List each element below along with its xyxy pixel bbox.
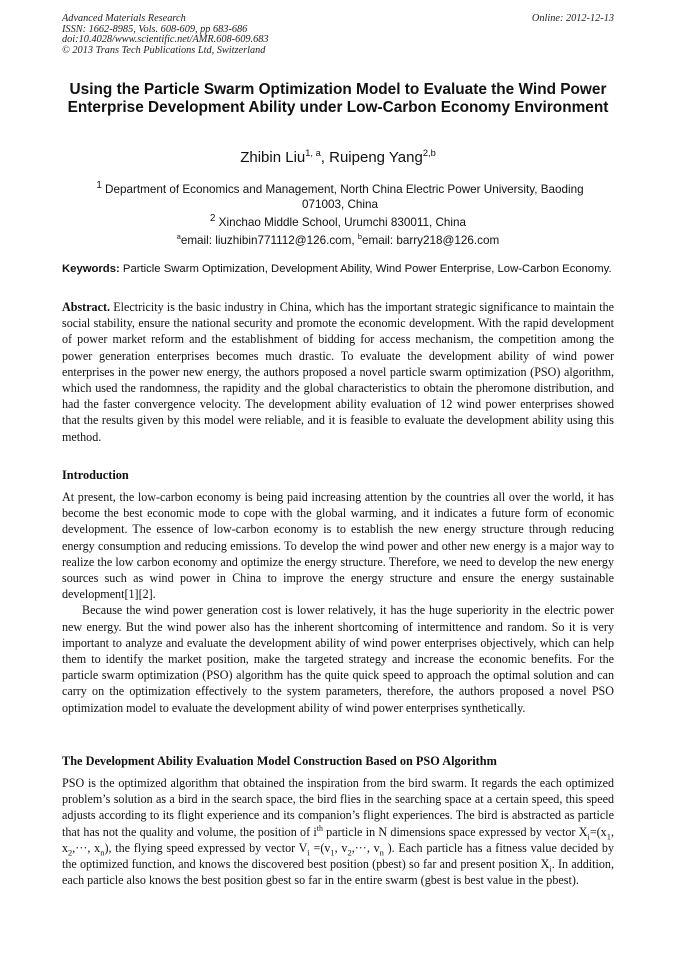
affiliation-1-mark: 1 bbox=[96, 180, 102, 191]
pso-th-sup: th bbox=[316, 823, 323, 833]
affiliation-2 bbox=[62, 211, 614, 230]
abstract bbox=[62, 299, 614, 445]
doi-line: doi:10.4028/www.scientific.net/AMR.608-609.683 bbox=[62, 34, 269, 46]
journal-header bbox=[62, 14, 614, 56]
eq-x-n: ,···, x bbox=[72, 840, 101, 855]
author-2: Ruipeng Yang bbox=[329, 149, 423, 166]
introduction-heading: Introduction bbox=[62, 468, 129, 482]
issn-line: ISSN: 1662-8985, Vols. 608-609, pp 683-686 bbox=[62, 23, 248, 35]
email-b-mark: b bbox=[357, 232, 362, 242]
email-a-mark: a bbox=[176, 232, 181, 242]
sub-v1: 1 bbox=[330, 847, 335, 858]
affiliation-1-text: Department of Economics and Management, North China Electric Power University, Baoding 071003, China bbox=[101, 182, 584, 212]
eq-x-2: , x bbox=[62, 824, 614, 855]
affiliation-2-mark: 2 bbox=[210, 213, 216, 224]
sub-v2: 2 bbox=[347, 847, 352, 858]
pso-text-3: ), the flying speed expressed by vector V bbox=[104, 840, 308, 855]
email-line bbox=[62, 233, 614, 249]
paper-title: Using the Particle Swarm Optimization Model to Evaluate the Wind Power Enterprise Development Ability under Low-Carbon Economy Environment bbox=[67, 81, 609, 117]
eq-v-open: =(v bbox=[309, 840, 331, 855]
keywords-text: Particle Swarm Optimization, Development Ability, Wind Power Enterprise, Low-Carbon Economy. bbox=[119, 263, 612, 275]
author-1-affil: 1, a bbox=[305, 148, 321, 158]
eq-v-2: , v bbox=[334, 840, 348, 855]
keywords bbox=[62, 262, 614, 277]
sub-i: i bbox=[587, 831, 590, 842]
sub-1: 1 bbox=[606, 831, 611, 842]
introduction-body bbox=[62, 489, 614, 716]
eq-v-n: ,···, v bbox=[351, 840, 380, 855]
sub-vn: n bbox=[379, 847, 384, 858]
copyright-line: © 2013 Trans Tech Publications Ltd, Switzerland bbox=[62, 44, 266, 56]
sub-n: n bbox=[100, 847, 105, 858]
sub-2: 2 bbox=[68, 847, 73, 858]
pso-text-4: ). Each particle has a fitness value decided by the optimized function, and knows the discovered best position (pbest) so far and present position X bbox=[62, 840, 615, 872]
author-1: Zhibin Liu bbox=[240, 149, 306, 166]
sub-xi: i bbox=[549, 863, 552, 874]
keywords-label: Keywords: bbox=[62, 263, 120, 275]
author-2-affil: 2,b bbox=[422, 148, 436, 158]
email-b: email: barry218@126.com bbox=[361, 234, 500, 247]
intro-paragraph-2: Because the wind power generation cost is lower relatively, it has the huge superiority in the electric power new energy. But the wind power also has the inherent shortcoming of intermittence and random. So it is very important to analyze and evaluate the development ability of wind power enterprises objectively, which can help them to identify the market position, make the targeted strategy and increase the economic benefits. For the particle swarm optimization (PSO) algorithm has the quite quick speed to approach the optimal solution and can carry on the optimization effectively to the system parameters, therefore, the authors proposed a novel PSO optimization model to evaluate the development ability of wind power enterprises synthetically. bbox=[62, 603, 614, 715]
affiliation-1 bbox=[80, 178, 600, 213]
eq-x-open: =(x bbox=[589, 824, 607, 839]
journal-name: Advanced Materials Research bbox=[62, 13, 186, 24]
email-a: email: liuzhibin771112@126.com, bbox=[180, 234, 358, 247]
author-line bbox=[62, 149, 614, 167]
pso-text-2: particle in N dimensions space expressed by vector X bbox=[326, 824, 588, 839]
abstract-text: Electricity is the basic industry in China, which has the important strategic significance to maintain the social stability, ensure the national security and promote the economic development. With the rapid development of power market reform and the establishment of bidding for access mechanism, the competition among the power generation enterprises becomes much drastic. To evaluate the development ability of wind power enterprises in the power new energy, the authors proposed a novel particle swarm optimization (PSO) algorithm, which used the randomness, the rapidity and the global characteristics to obtain the pheromone distribution, and had the faster convergence velocity. The development ability evaluation of 12 wind power enterprises showed that the results given by this model were reliable, and it is feasible to evaluate the development ability using this method. bbox=[62, 300, 614, 444]
intro-paragraph-1: At present, the low-carbon economy is being paid increasing attention by the countries all over the world, it has become the best economic mode to cope with the global warming, and it indicates a future form of economic development. The essence of low-carbon economy is to establish the new energy structure through reducing energy consumption and reducing emissions. To develop the wind power and other new energy is a major way to realize the low carbon economy and optimize the energy structure. Therefore, we need to develop the new energy sources such as wind power in China to improve the energy structure and ensure the energy sustainable development[1][2]. bbox=[62, 490, 614, 602]
pso-text-1: PSO is the optimized algorithm that obtained the inspiration from the bird swarm. It regards the each optimized problem’s solution as a bird in the search space, the bird flies in the searching space at a certain speed, this speed adjusts according to its flight experience and its companion’s flight experiences. The bird is abstracted as particle that has not the quality and volume, the position of i bbox=[62, 776, 614, 839]
pso-text-5: . In addition, each particle also knows the best position gbest so far in the entire swarm (gbest is best value in the pbest). bbox=[62, 857, 614, 888]
author-separator: , bbox=[320, 149, 330, 166]
online-date: Online: 2012-12-13 bbox=[531, 13, 614, 24]
pso-paragraph bbox=[62, 775, 614, 888]
sub-i-v: i bbox=[307, 847, 310, 858]
abstract-label: Abstract. bbox=[62, 300, 111, 314]
pso-section-heading: The Development Ability Evaluation Model Construction Based on PSO Algorithm bbox=[62, 754, 497, 768]
affiliation-2-text: Xinchao Middle School, Urumchi 830011, China bbox=[215, 215, 466, 229]
pso-section-body bbox=[62, 775, 614, 888]
